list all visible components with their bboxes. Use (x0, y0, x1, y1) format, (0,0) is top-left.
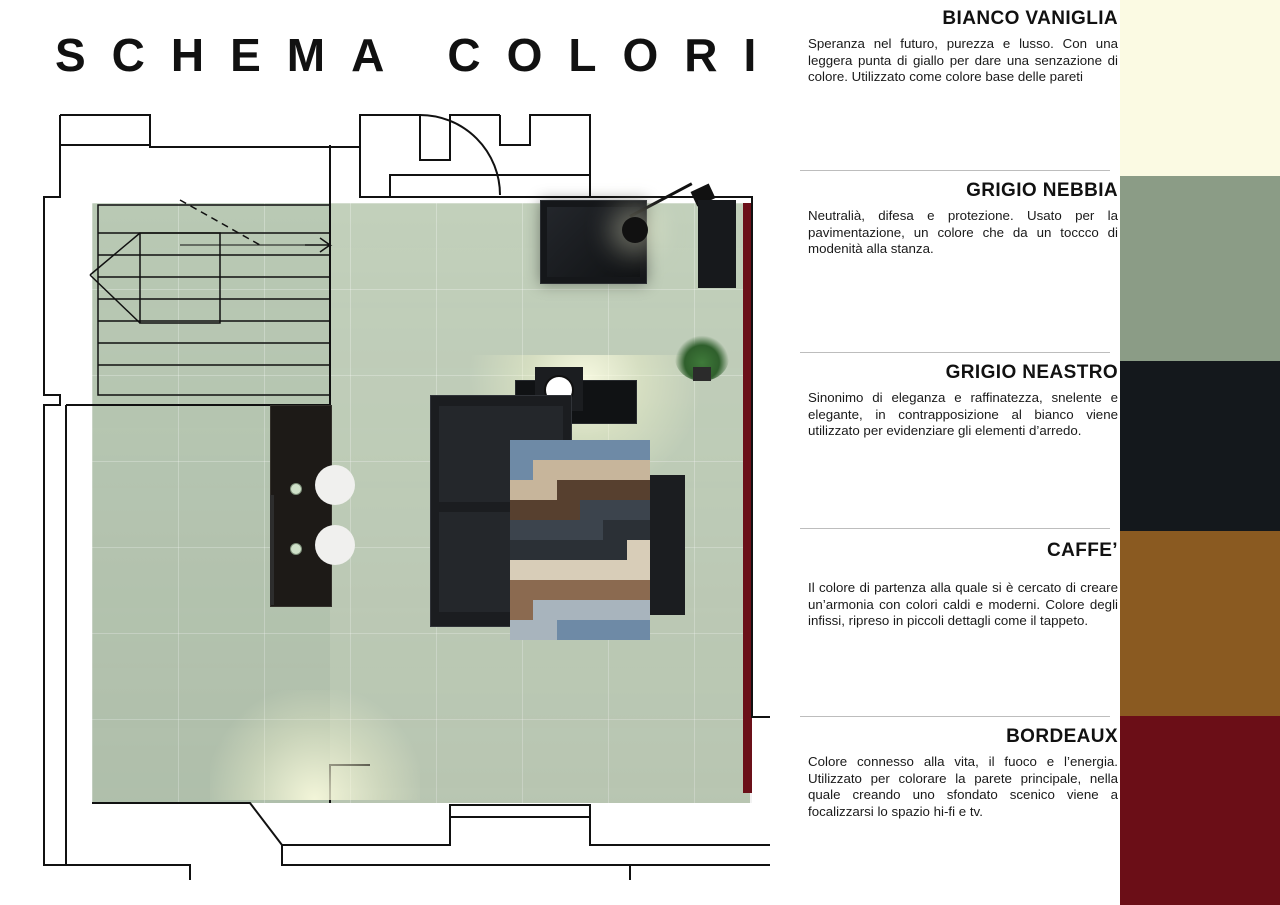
rug-tile (510, 620, 533, 640)
color-description-4: Colore connesso alla vita, il fuoco e l’energia. Utilizzato per colorare la parete principale, nella quale creando uno sfondato scenico viene a focalizzarsi lo spazio hi-fi e tv. (808, 754, 1118, 819)
rug-tile (603, 600, 626, 620)
rug-tile (580, 540, 603, 560)
color-entry-0 (800, 8, 1118, 86)
rug-tile (510, 540, 533, 560)
color-description-0: Speranza nel futuro, purezza e lusso. Con una leggera punta di giallo per dare una senzazione di colore. Utilizzato come colore base delle pareti (808, 36, 1118, 85)
rug-tile (510, 560, 533, 580)
rug-tile (627, 480, 650, 500)
rug-tile (603, 520, 626, 540)
page-title: SCHEMA COLORI (55, 29, 783, 81)
rug-tile (533, 580, 556, 600)
counter-rail (270, 495, 274, 605)
divider-0 (800, 170, 1110, 171)
color-description-2: Sinonimo di eleganza e raffinatezza, snelente e elegante, in contrapposizione al bianco viene utilizzato per evidenziare gli elementi d’arredo. (808, 390, 1118, 439)
rug-tile (580, 520, 603, 540)
rug-tile (510, 580, 533, 600)
rug-tile (627, 580, 650, 600)
rug-tile (557, 620, 580, 640)
rug-tile (557, 600, 580, 620)
rug-tile (627, 600, 650, 620)
staircase (90, 200, 330, 395)
color-name-1: GRIGIO NEBBIA (966, 180, 1118, 201)
floor-lamp-base (622, 217, 648, 243)
rug-tile (580, 460, 603, 480)
rug-tile (533, 500, 556, 520)
swatch-bordeaux (1120, 716, 1280, 905)
color-name-4: BORDEAUX (1006, 726, 1118, 747)
swatch-column (1120, 0, 1280, 905)
color-entry-2 (800, 362, 1118, 440)
rug-tile (580, 620, 603, 640)
swatch-caffe (1120, 531, 1280, 716)
rug-tile (557, 560, 580, 580)
swatch-grigio-nebbia (1120, 176, 1280, 361)
area-rug (510, 440, 650, 640)
rug-tile (533, 540, 556, 560)
swatch-bianco-vaniglia (1120, 0, 1280, 176)
rug-tile (510, 460, 533, 480)
rug-tile (627, 460, 650, 480)
swatch-grigio-neastro (1120, 361, 1280, 531)
rug-tile (627, 500, 650, 520)
rug-tile (603, 560, 626, 580)
floor-plan (30, 105, 770, 880)
rug-tile (580, 440, 603, 460)
rug-tile (603, 580, 626, 600)
color-name-2: GRIGIO NEASTRO (945, 362, 1118, 383)
rug-tile (580, 560, 603, 580)
rug-tile (510, 600, 533, 620)
rug-tile (557, 500, 580, 520)
dining-counter (270, 405, 332, 607)
side-bench (645, 475, 685, 615)
rug-tile (533, 560, 556, 580)
rug-tile (603, 500, 626, 520)
rug-tile (557, 540, 580, 560)
window-light-glow (210, 690, 420, 800)
rug-tile (603, 620, 626, 640)
rug-tile (603, 460, 626, 480)
color-description-3: Il colore di partenza alla quale si è cercato di creare un’armonia con colori caldi e moderni. Colore degli infissi, ripreso in piccoli dettagli come il tappeto. (808, 580, 1118, 629)
rug-tile (510, 500, 533, 520)
color-entry-1 (800, 180, 1118, 258)
rug-tile (627, 620, 650, 640)
rug-tile (603, 540, 626, 560)
color-description-1: Neutralià, difesa e protezione. Usato per la pavimentazione, un colore che da un toccco di modenità alla stanza. (808, 208, 1118, 257)
rug-tile (557, 480, 580, 500)
rug-tile (557, 440, 580, 460)
rug-tile (627, 520, 650, 540)
divider-1 (800, 352, 1110, 353)
rug-tile (627, 560, 650, 580)
rug-tile (580, 480, 603, 500)
rug-tile (533, 620, 556, 640)
rug-tile (533, 460, 556, 480)
stool-1 (290, 483, 302, 495)
rug-tile (580, 600, 603, 620)
rug-tile (533, 600, 556, 620)
rug-tile (510, 480, 533, 500)
rug-tile (580, 580, 603, 600)
rug-tile (557, 520, 580, 540)
color-name-0: BIANCO VANIGLIA (942, 8, 1118, 29)
rug-tile (510, 520, 533, 540)
rug-tile (627, 440, 650, 460)
divider-2 (800, 528, 1110, 529)
rug-tile (580, 500, 603, 520)
color-entry-3 (800, 540, 1118, 630)
rug-tile (603, 440, 626, 460)
color-name-3: CAFFE’ (1046, 540, 1118, 561)
color-scheme-panel (800, 0, 1280, 905)
rug-tile (533, 480, 556, 500)
color-entry-4 (800, 726, 1118, 820)
rug-tile (557, 460, 580, 480)
plant-pot (693, 367, 711, 381)
divider-3 (800, 716, 1110, 717)
chair-1 (315, 465, 355, 505)
hifi-unit (698, 200, 736, 288)
stool-2 (290, 543, 302, 555)
rug-tile (603, 480, 626, 500)
rug-tile (533, 520, 556, 540)
chair-2 (315, 525, 355, 565)
rug-tile (627, 540, 650, 560)
rug-tile (557, 580, 580, 600)
rug-tile (533, 440, 556, 460)
rug-tile (510, 440, 533, 460)
